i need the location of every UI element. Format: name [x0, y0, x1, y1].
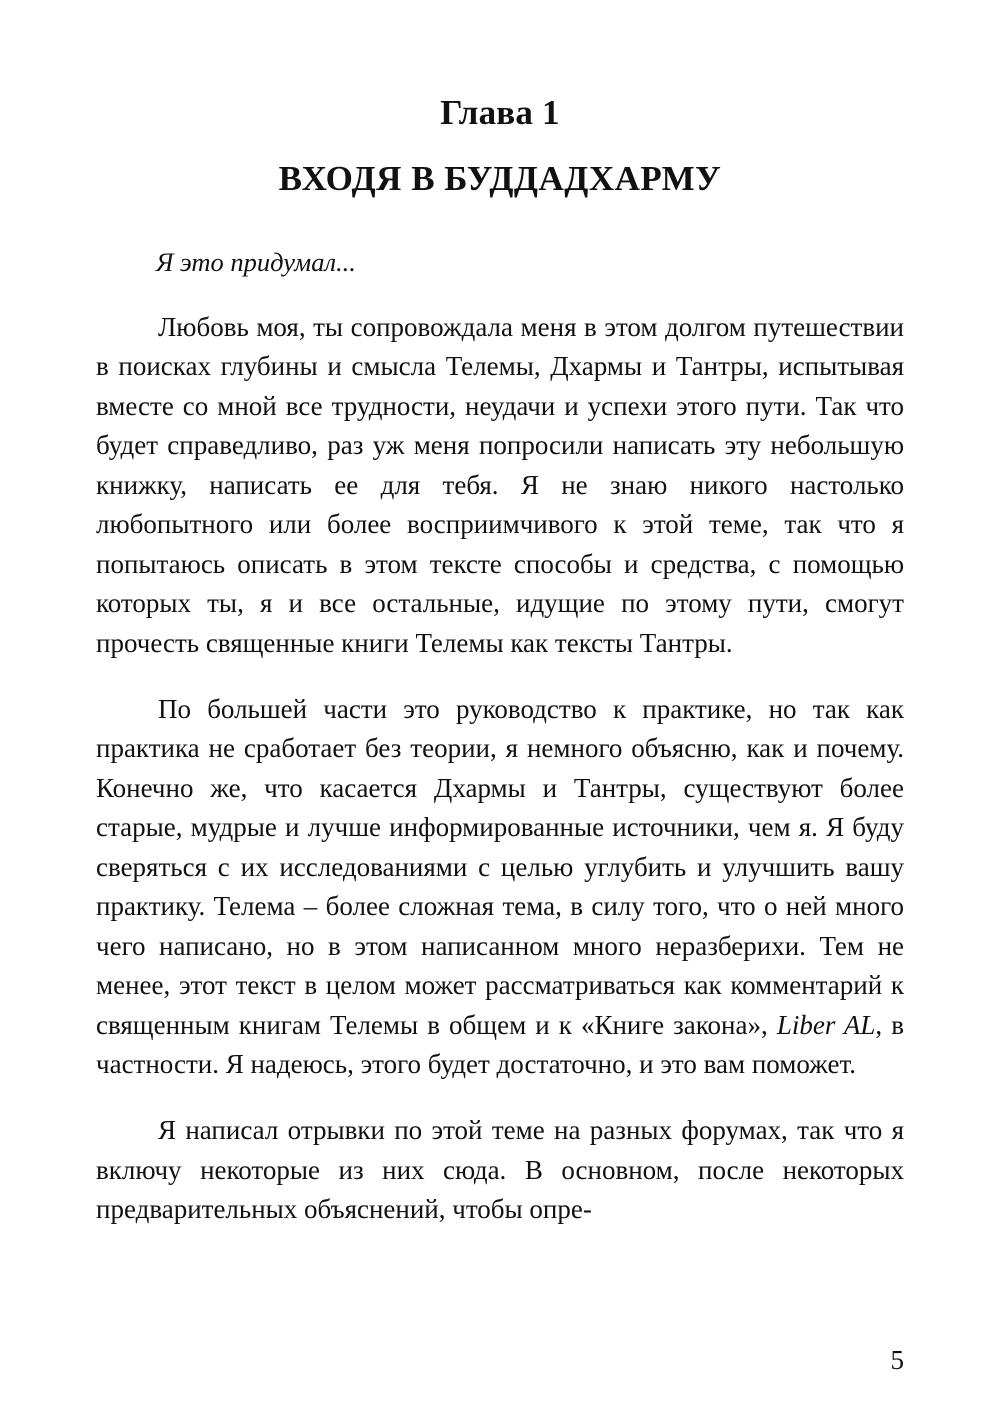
epigraph: Я это придумал...	[156, 247, 356, 277]
chapter-number: Глава 1	[440, 93, 560, 132]
chapter-title: ВХОДЯ В БУДДАДХАРМУ	[278, 159, 722, 198]
paragraph-2	[96, 690, 904, 1085]
paragraph-3: Я написал отрывки по этой теме на разных форумах, так что я включу некоторые из них сюда. В основном, после некоторых предварительных объяснений, чтобы опре-	[96, 1115, 904, 1225]
paragraph-2-text-end: , в частности. Я надеюсь, этого будет достаточно, и это вам поможет.	[96, 1009, 904, 1080]
liber-al-title: Liber AL	[776, 1009, 876, 1040]
page-number: 5	[890, 1345, 904, 1375]
paragraph-2-text-start: По большей части это руководство к практике, но так как практика не сработает без теории, я немного объясню, как и почему. Конечно же, что касается Дхармы и Тантры, существуют более старые, мудрые и лучше информированные источники, чем я. Я буду сверяться с их исследованиями с целью углубить и улучшить вашу практику. Телема – более сложная тема, в силу того, что о ней много чего написано, но в этом написанном много неразберихи. Тем не менее, этот текст в целом может рассматриваться как комментарий к священным книгам Телемы в общем и к «Книге закона»,	[96, 693, 904, 1040]
paragraph-1: Любовь моя, ты сопровождала меня в этом долгом путешествии в поисках глубины и смысла Телемы, Дхармы и Тантры, испытывая вместе со мной все трудности, неудачи и успехи этого пути. Так что будет справедливо, раз уж меня попросили написать эту небольшую книжку, написать ее для тебя. Я не знаю никого настолько любопытного или более восприимчивого к этой теме, так что я попытаюсь описать в этом тексте способы и средства, с помощью которых ты, я и все остальные, идущие по этому пути, смогут прочесть священные книги Телемы как тексты Тантры.	[96, 311, 904, 658]
